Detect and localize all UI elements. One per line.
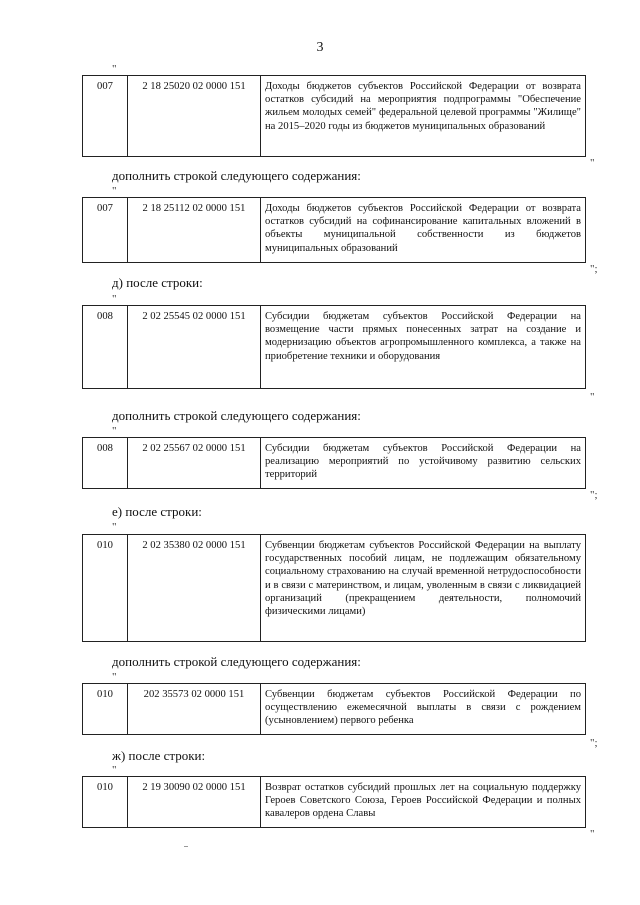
close-quote: ": [590, 828, 595, 840]
row-code: 008: [83, 306, 128, 389]
row-kbk: 202 35573 02 0000 151: [128, 684, 261, 735]
open-quote: ": [112, 293, 117, 305]
instruction-add-row: дополнить строкой следующего содержания:: [112, 654, 361, 669]
row-text: Субвенции бюджетам субъектов Российской Федерации по осуществлению ежемесячной выплаты в связи с рождением (усыновлением) первого ребенка: [261, 684, 586, 735]
open-quote: ": [112, 764, 117, 776]
close-quote: ";: [590, 489, 598, 501]
row-text: Субсидии бюджетам субъектов Российской Федерации на возмещение части прямых понесенных затрат на создание и модернизацию объектов агропромышленного комплекса, а также на приобретение техники и оборудования: [261, 306, 586, 389]
row-text: Доходы бюджетов субъектов Российской Федерации от возврата остатков субсидий на софинансирование капитальных вложений в объекты муниципальной собственности из бюджетов муниципальных образований: [261, 198, 586, 263]
close-quote: ";: [590, 263, 598, 275]
table-row: [82, 197, 586, 263]
row-code: 007: [83, 198, 128, 263]
row-text: Возврат остатков субсидий прошлых лет на социальную поддержку Героев Советского Союза, Героев Российской Федерации и полных кавалеров ордена Славы: [261, 777, 586, 828]
row-kbk: 2 02 25545 02 0000 151: [128, 306, 261, 389]
table-row: [82, 305, 586, 389]
row-kbk: 2 02 25567 02 0000 151: [128, 438, 261, 489]
row-kbk: 2 19 30090 02 0000 151: [128, 777, 261, 828]
table-row: [82, 776, 586, 828]
open-quote: ": [112, 671, 117, 683]
page-number: 3: [316, 40, 324, 55]
row-code: 010: [83, 777, 128, 828]
instruction-after-row: ж) после строки:: [112, 748, 206, 763]
table-row: [82, 534, 586, 642]
row-code: 010: [83, 684, 128, 735]
row-kbk: 2 02 35380 02 0000 151: [128, 535, 261, 642]
table-row: [82, 75, 586, 157]
close-quote: ": [590, 157, 595, 169]
row-kbk: 2 18 25112 02 0000 151: [128, 198, 261, 263]
row-text: Субсидии бюджетам субъектов Российской Федерации на реализацию мероприятий по устойчивому развитию сельских территорий: [261, 438, 586, 489]
scan-mark: [184, 846, 188, 847]
instruction-after-row: д) после строки:: [112, 275, 203, 290]
table-row: [82, 683, 586, 735]
open-quote: ": [112, 185, 117, 197]
open-quote: ": [112, 425, 117, 437]
row-code: 010: [83, 535, 128, 642]
close-quote: ";: [590, 737, 598, 749]
instruction-add-row: дополнить строкой следующего содержания:: [112, 408, 361, 423]
instruction-after-row: е) после строки:: [112, 504, 202, 519]
row-code: 007: [83, 76, 128, 157]
table-row: [82, 437, 586, 489]
open-quote: ": [112, 521, 117, 533]
row-text: Субвенции бюджетам субъектов Российской Федерации на выплату государственных пособий лицам, не подлежащим обязательному социальному страхованию на случай временной нетрудоспособности и в связи с материнством, и лицам, уволенным в связи с ликвидацией организаций (прекращением деятельности, полномочий физическими лицами): [261, 535, 586, 642]
open-quote: ": [112, 63, 117, 75]
row-text: Доходы бюджетов субъектов Российской Федерации от возврата остатков субсидий на мероприятия подпрограммы "Обеспечение жильем молодых семей" федеральной целевой программы "Жилище" на 2015–2020 годы из бюджетов муниципальных образований: [261, 76, 586, 157]
row-code: 008: [83, 438, 128, 489]
instruction-add-row: дополнить строкой следующего содержания:: [112, 168, 361, 183]
close-quote: ": [590, 391, 595, 403]
row-kbk: 2 18 25020 02 0000 151: [128, 76, 261, 157]
